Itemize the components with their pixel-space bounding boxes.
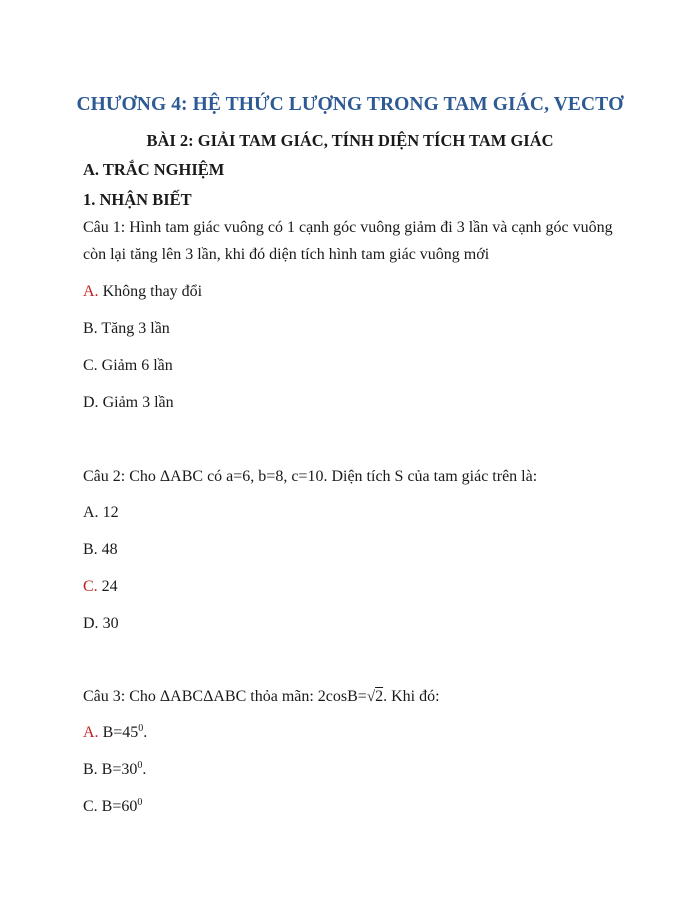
option-letter: B. bbox=[83, 541, 98, 558]
option-text: Giảm 6 lần bbox=[97, 357, 173, 374]
lesson-title: BÀI 2: GIẢI TAM GIÁC, TÍNH DIỆN TÍCH TAM GIÁC bbox=[146, 131, 554, 150]
question-1-option-a bbox=[83, 283, 202, 301]
question-3-stem-prefix: Câu 3: Cho ΔABCΔABC thỏa mãn: 2cosB= bbox=[83, 688, 367, 705]
option-text: B=60 bbox=[97, 798, 138, 815]
option-text: Không thay đổi bbox=[98, 283, 203, 300]
question-3-option-a bbox=[83, 724, 147, 742]
option-letter: D. bbox=[83, 394, 99, 411]
sqrt-icon: √ bbox=[366, 689, 376, 705]
question-1-stem-line-1: Câu 1: Hình tam giác vuông có 1 cạnh góc vuông giảm đi 3 lần và cạnh góc vuông bbox=[83, 219, 613, 236]
degree-superscript: 0 bbox=[137, 760, 143, 771]
question-2-option-d bbox=[83, 615, 119, 633]
option-letter-correct: A. bbox=[83, 724, 99, 741]
question-2-option-b bbox=[83, 541, 118, 559]
question-2-option-c bbox=[83, 578, 118, 596]
question-2-stem: Câu 2: Cho ΔABC có a=6, b=8, c=10. Diện tích S của tam giác trên là: bbox=[83, 468, 538, 485]
option-end: . bbox=[142, 761, 147, 778]
option-text: 30 bbox=[98, 615, 119, 632]
option-text: B=30 bbox=[97, 761, 138, 778]
option-letter: A. bbox=[83, 504, 99, 521]
option-letter-correct: C. bbox=[83, 578, 98, 595]
question-3-stem bbox=[83, 688, 440, 706]
question-1-option-d bbox=[83, 394, 174, 412]
option-text: Giảm 3 lần bbox=[98, 394, 174, 411]
option-letter: D. bbox=[83, 615, 99, 632]
question-3-option-c bbox=[83, 798, 142, 816]
option-letter: B. bbox=[83, 761, 98, 778]
degree-superscript: 0 bbox=[137, 797, 143, 808]
question-3-stem-suffix: . Khi đó: bbox=[383, 688, 440, 705]
question-1-stem-line-2: còn lại tăng lên 3 lần, khi đó diện tích hình tam giác vuông mới bbox=[83, 246, 490, 263]
question-1-option-b bbox=[83, 320, 170, 338]
option-letter: C. bbox=[83, 357, 98, 374]
subsection-title: 1. NHẬN BIẾT bbox=[83, 190, 192, 209]
question-3-option-b bbox=[83, 761, 146, 779]
option-text: Tăng 3 lần bbox=[97, 320, 170, 337]
option-letter: B. bbox=[83, 320, 98, 337]
degree-superscript: 0 bbox=[138, 723, 144, 734]
question-2-option-a bbox=[83, 504, 119, 522]
section-title: A. TRẮC NGHIỆM bbox=[83, 160, 225, 179]
option-end: . bbox=[143, 724, 148, 741]
option-text: B=45 bbox=[98, 724, 139, 741]
option-text: 24 bbox=[97, 578, 118, 595]
chapter-title: CHƯƠNG 4: HỆ THỨC LƯỢNG TRONG TAM GIÁC, VECTƠ bbox=[76, 94, 624, 115]
option-text: 12 bbox=[98, 504, 119, 521]
option-text: 48 bbox=[97, 541, 118, 558]
option-letter-correct: A. bbox=[83, 283, 99, 300]
option-letter: C. bbox=[83, 798, 98, 815]
question-1-option-c bbox=[83, 357, 173, 375]
radicand: 2 bbox=[375, 688, 384, 705]
